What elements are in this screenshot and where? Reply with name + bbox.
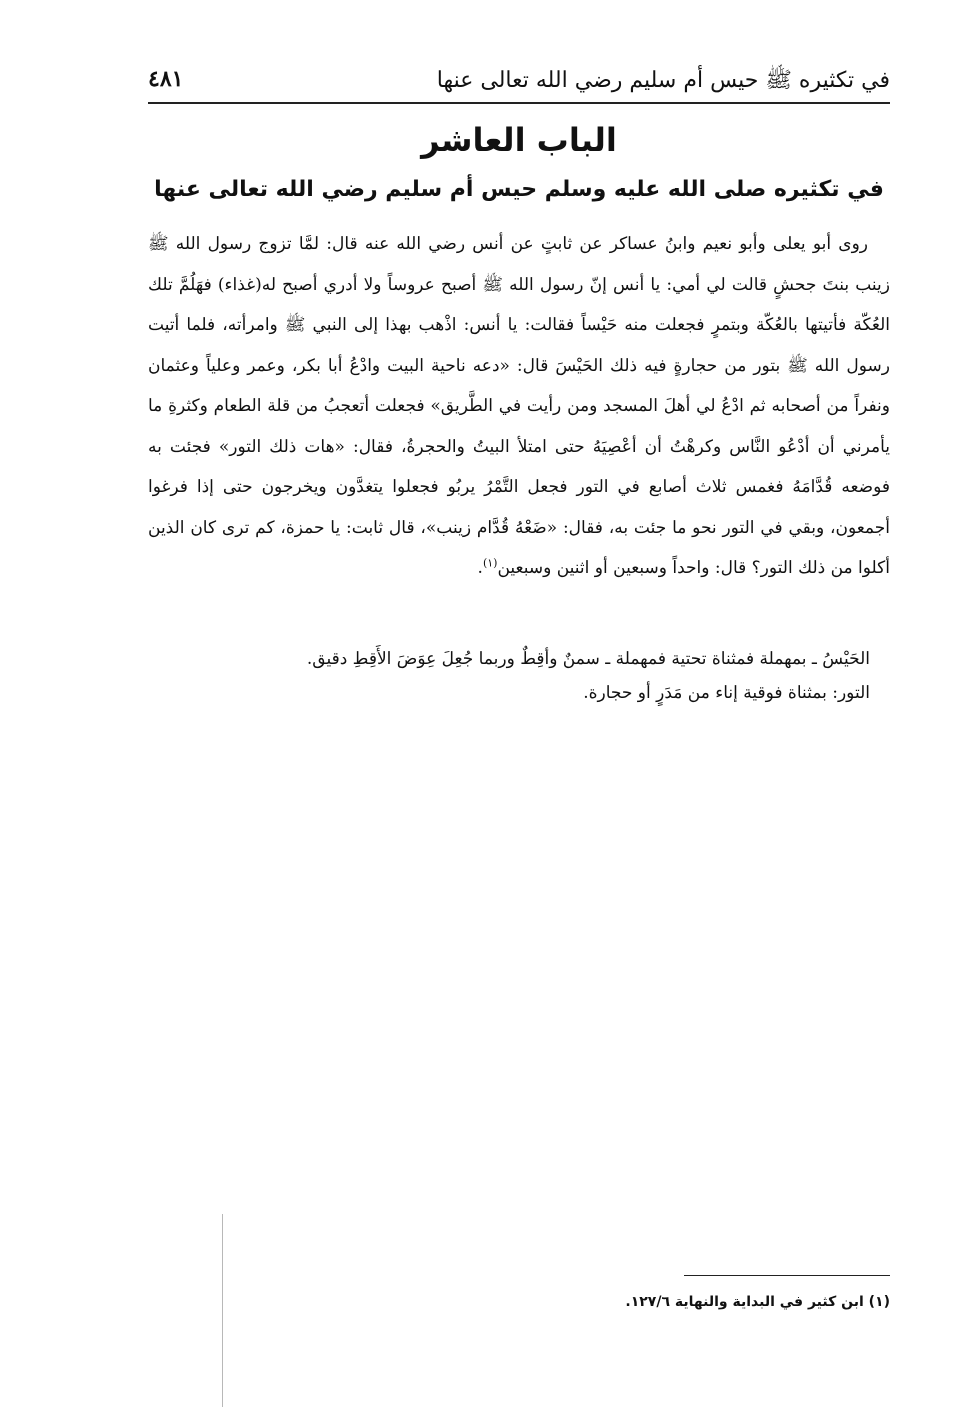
footnote-separator — [684, 1275, 890, 1276]
page-number: ٤٨١ — [148, 66, 184, 92]
note-tawr: التور: بمثناة فوقية إناء من مَدَرٍ أو حجارة. — [583, 683, 870, 703]
chapter-subtitle: في تكثيره صلى الله عليه وسلم حيس أم سليم رضي الله تعالى عنها — [154, 177, 884, 202]
chapter-title: الباب العاشر — [421, 121, 617, 159]
paragraph-text: روى أبو يعلى وأبو نعيم وابنُ عساكر عن ثابتٍ عن أنس رضي الله عنه قال: لمَّا تزوج رسول الله ﷺ زينب بنتَ جحشٍ قالت لي أمي: يا أنس إنّ رسول الله ﷺ أصبح عروساً ولا أدري أصبح له(غذاء) فهَلُمَّ تلك العُكّة فأتيتها بالعُكّة وبتمرٍ فجعلت منه حَيْساً فقالت: يا أنس: اذْهب بهذا إلى النبي ﷺ وامرأته، فلما أتيت رسول الله ﷺ بتور من حجارةٍ فيه ذلك الحَيْسَ قال: «دعه ناحية البيت وادْعُ أبا بكر، وعمر وعلياً وعثمان ونفراً من أصحابه ثم ادْعُ لي أهلَ المسجد ومن رأيت في الطَّريق» فجعلت أتعجبُ من قلة الطعام وكثرةِ ما يأمرني أن أدْعُو النَّاس وكرهْتُ أن أعْصِيَهُ حتى امتلأ البيتُ والحجرةُ، فقال: «هات ذلك التور» فجئت به فوضعه قُدَّامَهُ فغمس ثلاث أصابع في التور فجعل التَّمْرُ يربُو فجعلوا يتغدَّون ويخرجون حتى إذا فرغوا أجمعون، وبقي في التور نحو ما جئت به، فقال: «ضَعْهُ قُدَّام زينب»، قال ثابت: يا حمزة، كم ترى كان الذين أكلوا من ذلك التور؟ قال: واحداً وسبعين أو اثنين وسبعين — [148, 234, 890, 578]
running-header — [148, 62, 890, 104]
body-paragraph — [148, 224, 890, 589]
note-hays: الحَيْسُ ـ بمهملة فمثناة تحتية فمهملة ـ سمنٌ وأقِطٌ وربما جُعِلَ عِوَضَ الأَقِطِ دقيق. — [306, 649, 870, 669]
footnote-marker: (١) — [482, 556, 498, 570]
running-title: في تكثيره ﷺ حيس أم سليم رضي الله تعالى عنها — [436, 68, 890, 93]
paragraph-end: . — [477, 558, 483, 578]
glossary-notes — [148, 642, 890, 710]
footnote: (١) ابن كثير في البداية والنهاية ١٢٧/٦. — [625, 1294, 890, 1310]
body-text — [148, 224, 890, 589]
